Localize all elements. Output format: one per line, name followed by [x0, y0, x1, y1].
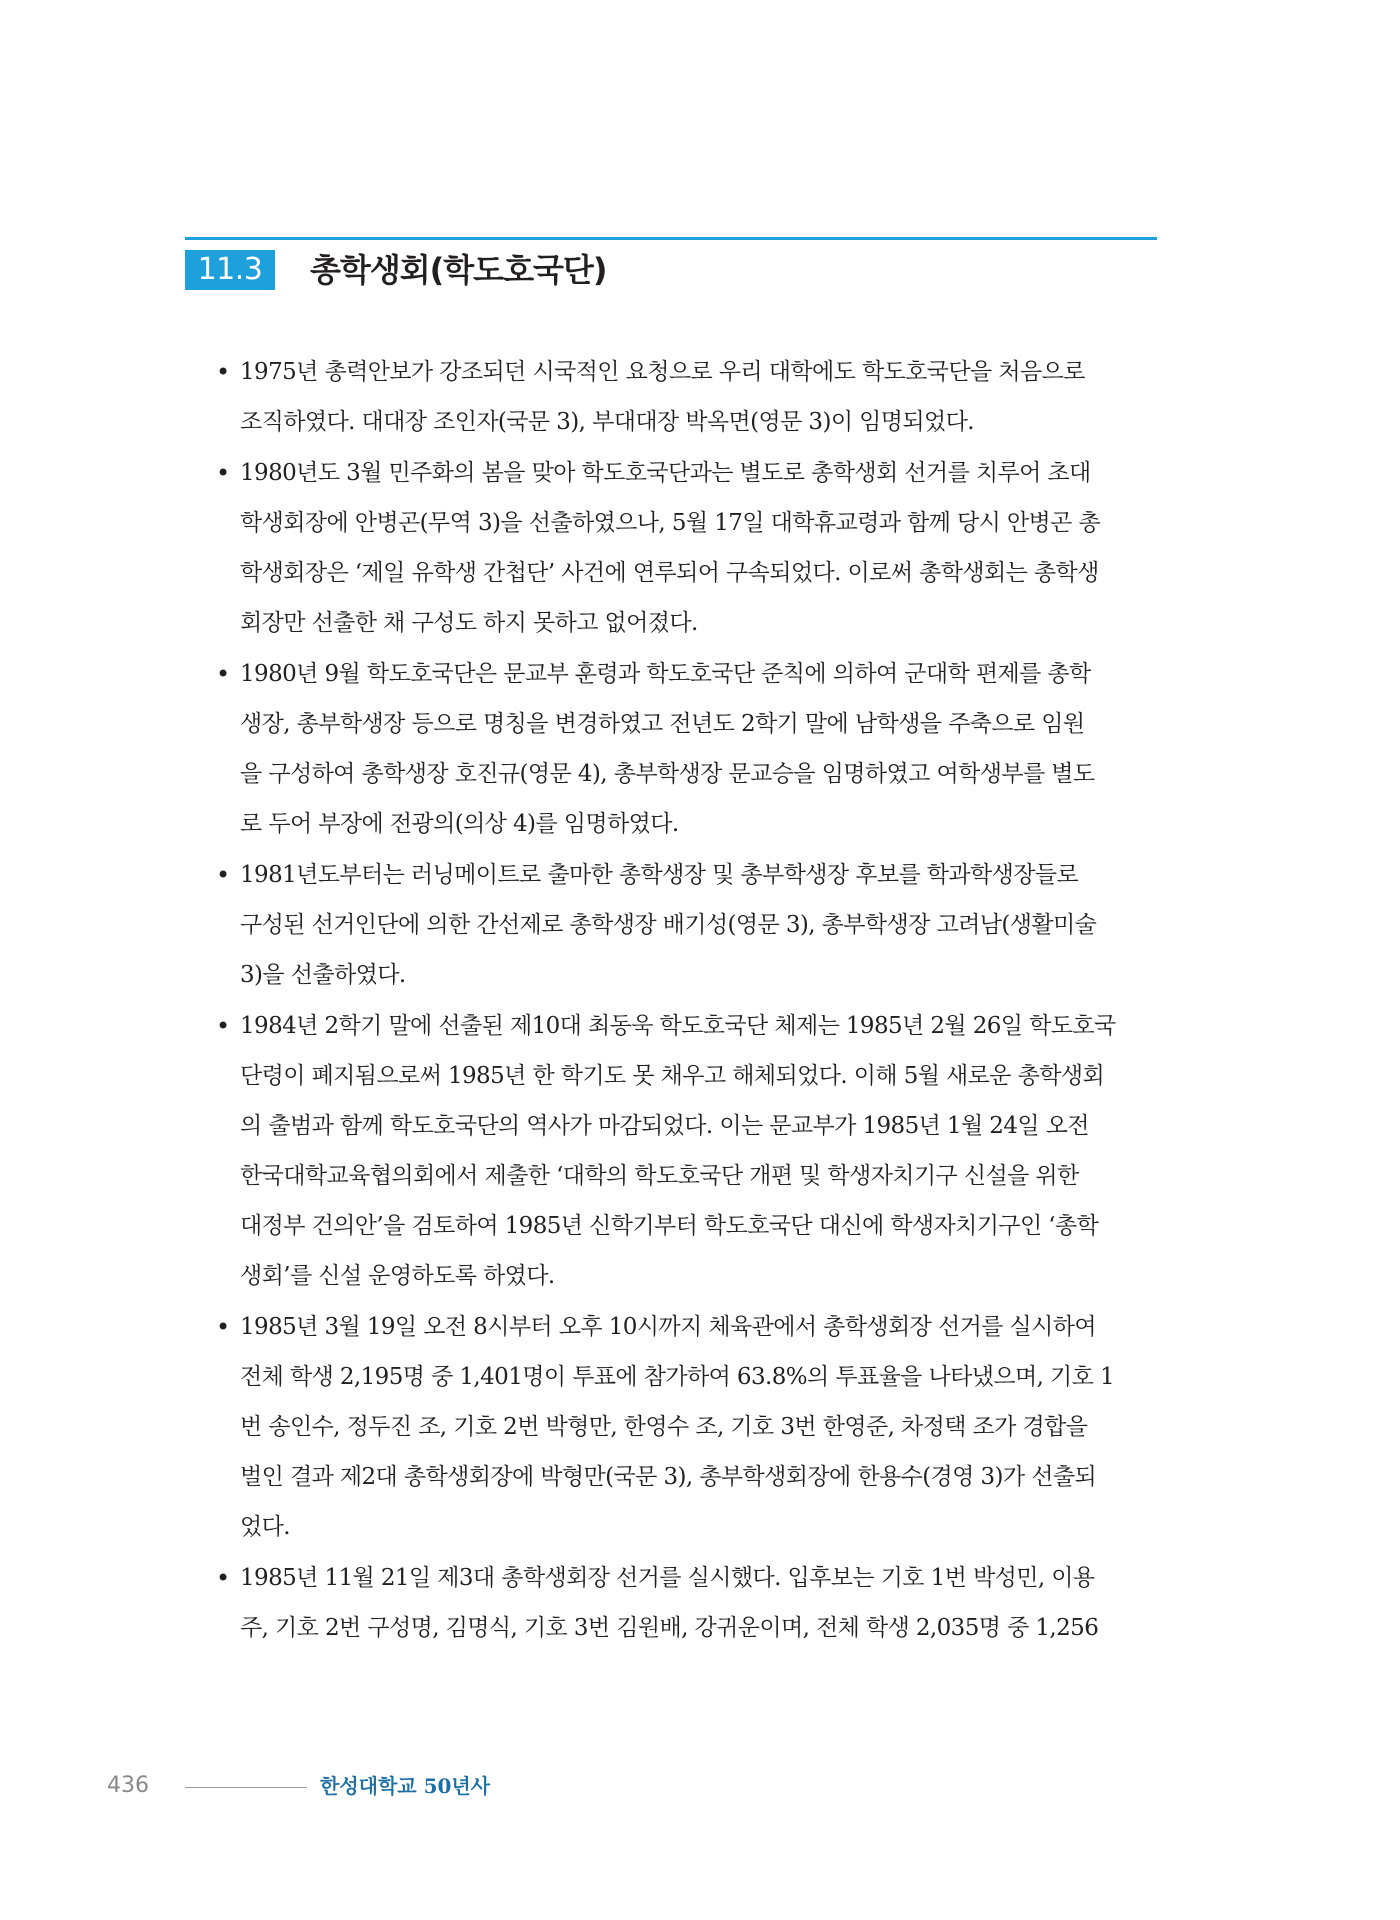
book-title: 한성대학교 50년사	[320, 1774, 491, 1798]
paragraph-line: 학생회장에 안병곤(무역 3)을 선출하였으나, 5월 17일 대학휴교령과 함께 당시 안병곤 총	[240, 510, 1101, 536]
paragraph-line: 대정부 건의안’을 검토하여 1985년 신학기부터 학도호국단 대신에 학생자치기구인 ‘총학	[240, 1213, 1099, 1239]
paragraph-line: 1980년 9월 학도호국단은 문교부 훈령과 학도호국단 준칙에 의하여 군대학 편제를 총학	[240, 661, 1091, 687]
paragraph-line: 구성된 선거인단에 의한 간선제로 총학생장 배기성(영문 3), 총부학생장 고려남(생활미술	[240, 912, 1097, 938]
page-number: 436	[107, 1773, 149, 1798]
paragraph-line: 1980년도 3월 민주화의 봄을 맞아 학도호국단과는 별도로 총학생회 선거를 치루어 초대	[240, 460, 1091, 486]
bullet-dot-icon: •	[216, 660, 231, 688]
bullet-dot-icon: •	[216, 1012, 231, 1040]
paragraph-line: 을 구성하여 총학생장 호진규(영문 4), 총부학생장 문교승을 임명하였고 여학생부를 별도	[240, 761, 1095, 787]
paragraph-line: 1984년 2학기 말에 선출된 제10대 최동욱 학도호국단 체제는 1985년 2월 26일 학도호국	[240, 1013, 1116, 1039]
paragraph-line: 벌인 결과 제2대 총학생회장에 박형만(국문 3), 총부학생회장에 한용수(경영 3)가 선출되	[240, 1464, 1097, 1490]
list-item	[210, 1001, 1162, 1301]
bullet-dot-icon: •	[216, 1564, 231, 1592]
paragraph-line: 1985년 3월 19일 오전 8시부터 오후 10시까지 체육관에서 총학생회장 선거를 실시하여	[240, 1314, 1096, 1340]
paragraph-line: 전체 학생 2,195명 중 1,401명이 투표에 참가하여 63.8%의 투표율을 나타냈으며, 기호 1	[240, 1364, 1115, 1390]
paragraph-line: 의 출범과 함께 학도호국단의 역사가 마감되었다. 이는 문교부가 1985년 1월 24일 오전	[240, 1113, 1089, 1139]
paragraph-line: 학생회장은 ‘제일 유학생 간첩단’ 사건에 연루되어 구속되었다. 이로써 총학생회는 총학생	[240, 560, 1099, 586]
bullet-list	[210, 347, 1162, 1654]
list-item	[210, 850, 1162, 1000]
section-top-rule	[185, 237, 1157, 240]
paragraph-line: 회장만 선출한 채 구성도 하지 못하고 없어졌다.	[240, 610, 698, 636]
paragraph-line: 단령이 폐지됨으로써 1985년 한 학기도 못 채우고 해체되었다. 이해 5월 새로운 총학생회	[240, 1063, 1105, 1089]
paragraph-line: 조직하였다. 대대장 조인자(국문 3), 부대대장 박옥면(영문 3)이 임명되었다.	[240, 409, 974, 435]
paragraph-line: 생회’를 신설 운영하도록 하였다.	[240, 1263, 555, 1289]
list-item	[210, 448, 1162, 648]
paragraph-line: 3)을 선출하였다.	[240, 962, 406, 988]
list-item	[210, 649, 1162, 849]
paragraph-line: 로 두어 부장에 전광의(의상 4)를 임명하였다.	[240, 811, 679, 837]
list-item	[210, 347, 1162, 447]
paragraph-line: 1975년 총력안보가 강조되던 시국적인 요청으로 우리 대학에도 학도호국단을 처음으로	[240, 359, 1085, 385]
list-item	[210, 1553, 1162, 1653]
bullet-dot-icon: •	[216, 358, 231, 386]
bullet-dot-icon: •	[216, 861, 231, 889]
list-item	[210, 1302, 1162, 1552]
paragraph-line: 주, 기호 2번 구성명, 김명식, 기호 3번 김원배, 강귀운이며, 전체 학생 2,035명 중 1,256	[240, 1615, 1099, 1641]
paragraph-line: 1985년 11월 21일 제3대 총학생회장 선거를 실시했다. 입후보는 기호 1번 박성민, 이용	[240, 1565, 1095, 1591]
bullet-dot-icon: •	[216, 1313, 231, 1341]
footer-divider	[185, 1787, 307, 1788]
paragraph-line: 었다.	[240, 1514, 290, 1540]
bullet-dot-icon: •	[216, 459, 231, 487]
section-title: 총학생회(학도호국단)	[310, 251, 607, 289]
paragraph-line: 1981년도부터는 러닝메이트로 출마한 총학생장 및 총부학생장 후보를 학과학생장들로	[240, 862, 1079, 888]
paragraph-line: 번 송인수, 정두진 조, 기호 2번 박형만, 한영수 조, 기호 3번 한영준, 차정택 조가 경합을	[240, 1414, 1088, 1440]
paragraph-line: 생장, 총부학생장 등으로 명칭을 변경하였고 전년도 2학기 말에 남학생을 주축으로 임원	[240, 711, 1085, 737]
paragraph-line: 한국대학교육협의회에서 제출한 ‘대학의 학도호국단 개편 및 학생자치기구 신설을 위한	[240, 1163, 1079, 1189]
section-number-badge: 11.3	[185, 250, 275, 290]
